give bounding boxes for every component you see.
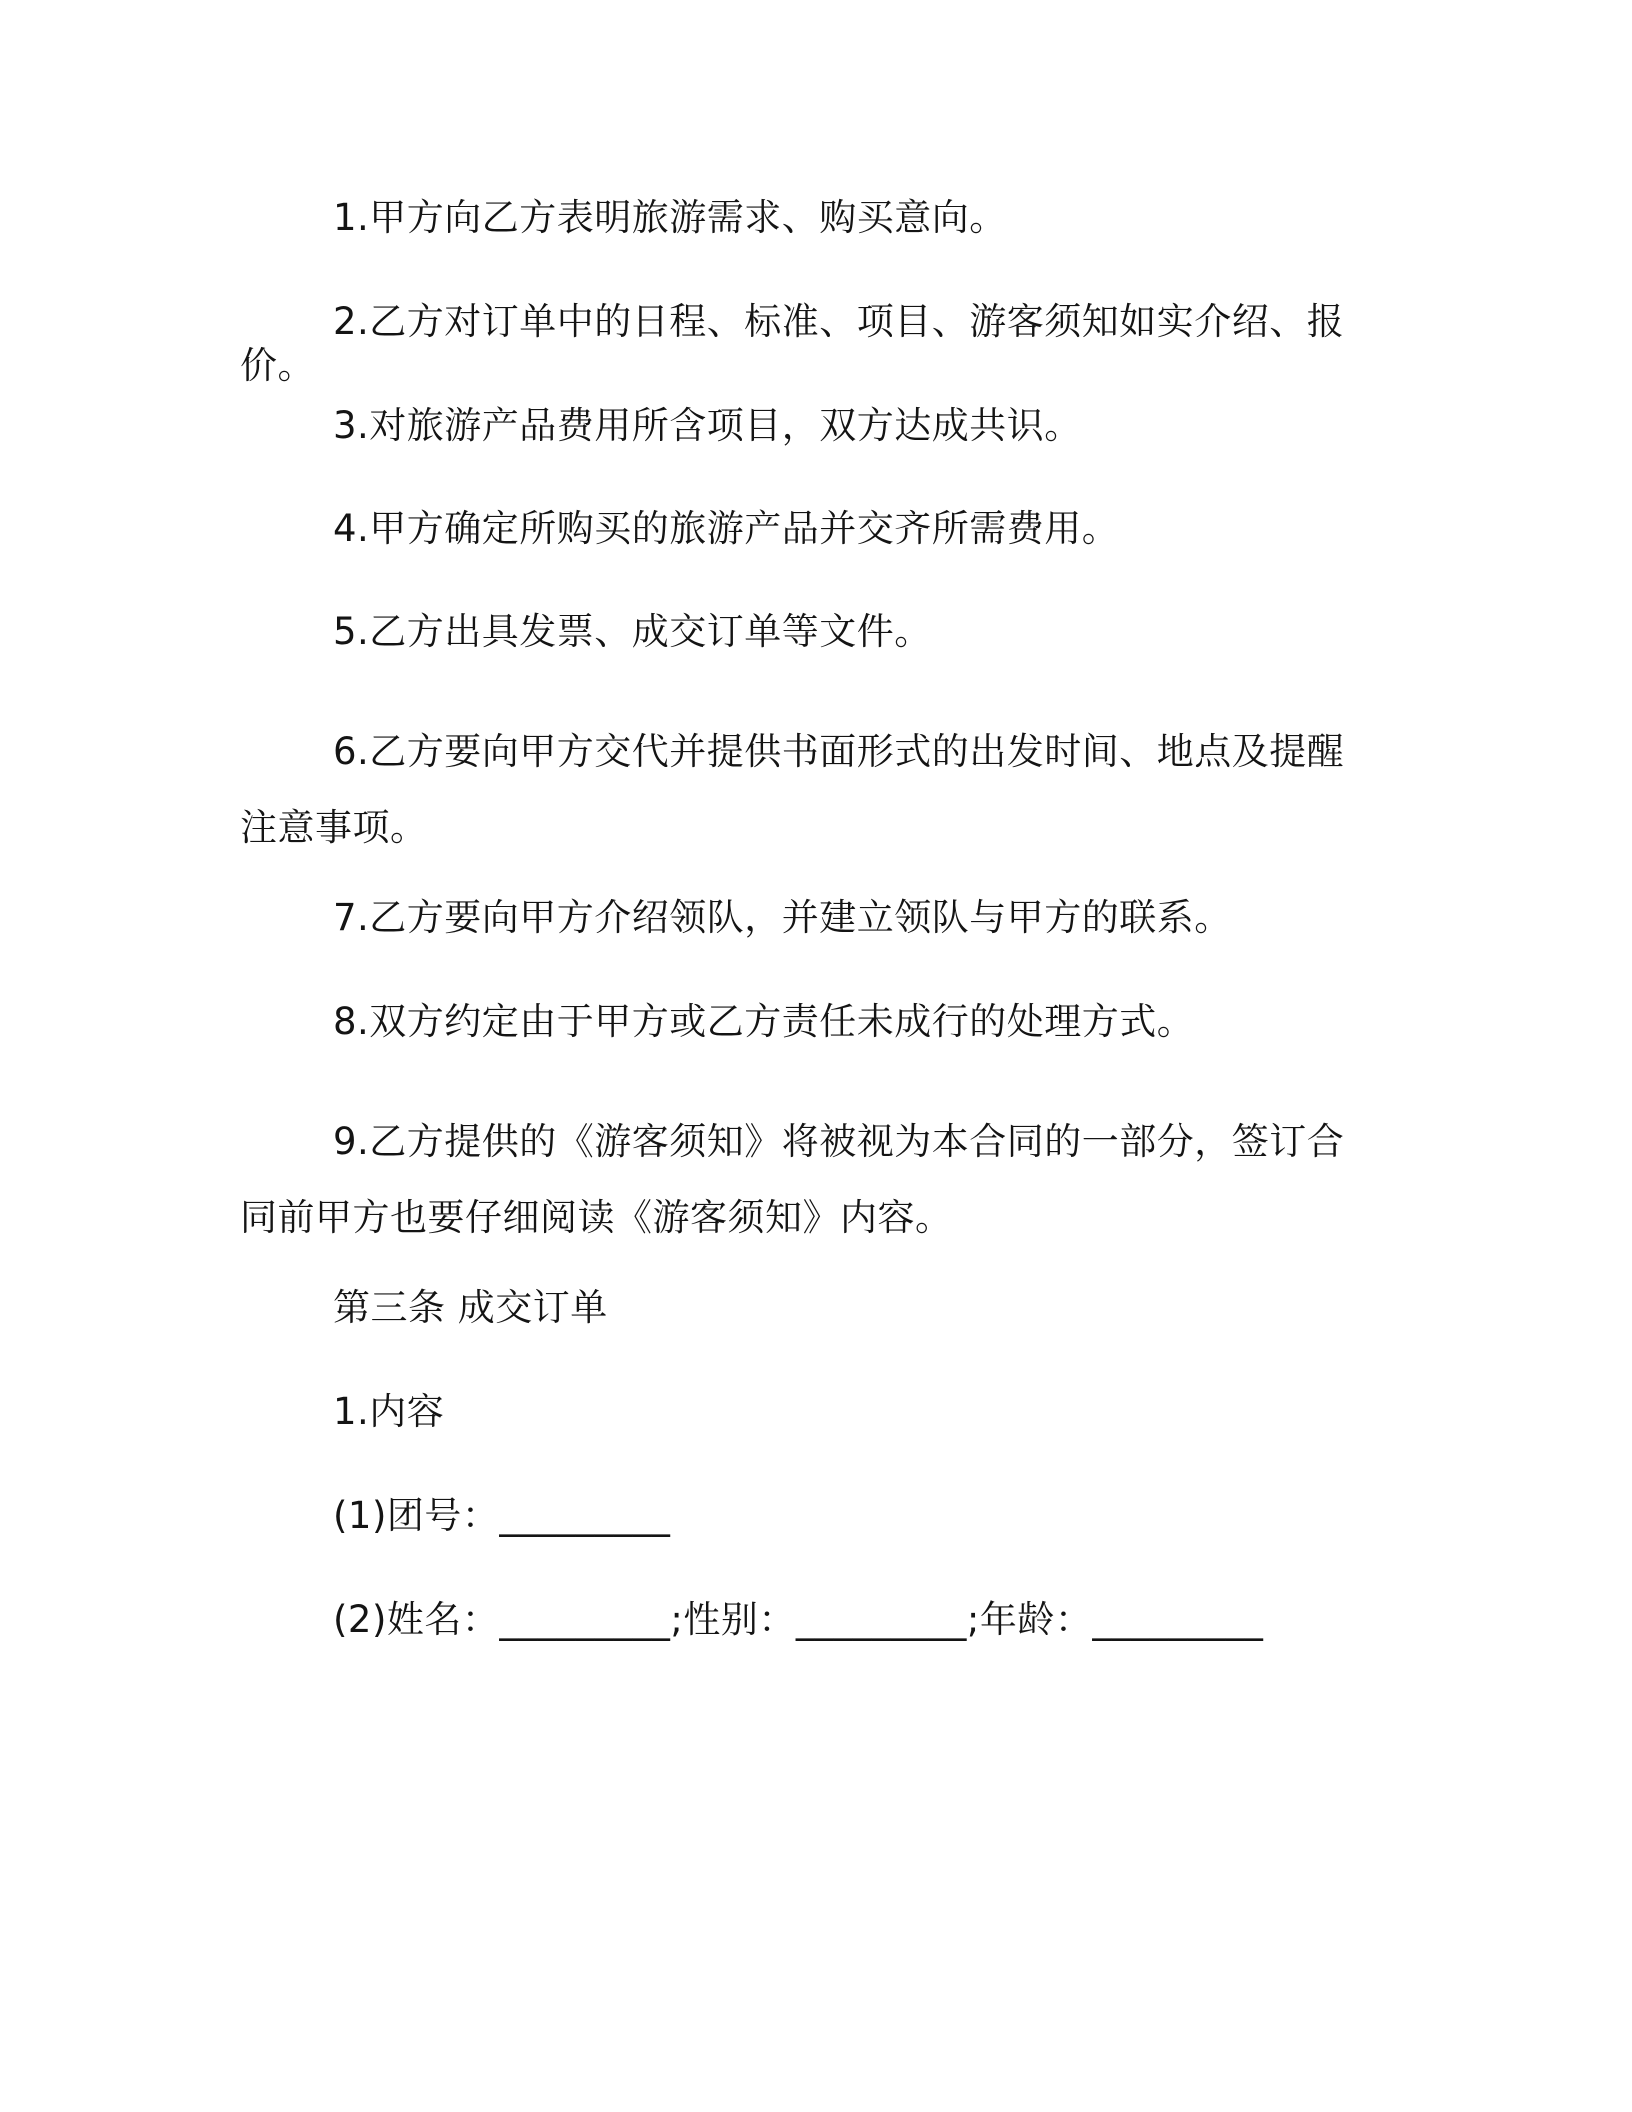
item-3-text: 3.对旅游产品费用所含项目，双方达成共识。 xyxy=(333,404,1082,447)
group-number-field: (1)团号：_________ xyxy=(333,1494,671,1537)
item-9-text: 9.乙方提供的《游客须知》将被视为本合同的一部分，签订合同前甲方也要仔细阅读《游客须知》内容。 xyxy=(240,1120,1345,1239)
item-2-text: 2.乙方对订单中的日程、标准、项目、游客须知如实介绍、报价。 xyxy=(240,300,1345,387)
name-gender-age-field: (2)姓名：_________;性别：_________;年龄：_________ xyxy=(333,1598,1264,1641)
item-5-text: 5.乙方出具发票、成交订单等文件。 xyxy=(333,610,932,653)
form-field-line xyxy=(240,1494,1410,1538)
form-field-line xyxy=(240,1598,1410,1642)
list-item xyxy=(240,610,1410,654)
list-item xyxy=(240,196,1410,240)
list-item xyxy=(240,300,1410,388)
list-item xyxy=(240,507,1410,551)
list-item xyxy=(240,714,1410,866)
item-4-text: 4.甲方确定所购买的旅游产品并交齐所需费用。 xyxy=(333,507,1120,550)
item-7-text: 7.乙方要向甲方介绍领队，并建立领队与甲方的联系。 xyxy=(333,896,1232,939)
list-item xyxy=(240,1104,1410,1256)
list-item xyxy=(240,404,1410,448)
section-heading xyxy=(240,1286,1410,1330)
list-item xyxy=(240,1000,1410,1044)
section-title: 第三条 成交订单 xyxy=(333,1286,608,1329)
item-8-text: 8.双方约定由于甲方或乙方责任未成行的处理方式。 xyxy=(333,1000,1195,1043)
subsection-heading xyxy=(240,1390,1410,1434)
item-1-text: 1.甲方向乙方表明旅游需求、购买意向。 xyxy=(333,196,1007,239)
item-6-text: 6.乙方要向甲方交代并提供书面形式的出发时间、地点及提醒注意事项。 xyxy=(240,730,1345,849)
list-item xyxy=(240,896,1410,940)
subsection-title: 1.内容 xyxy=(333,1390,445,1433)
